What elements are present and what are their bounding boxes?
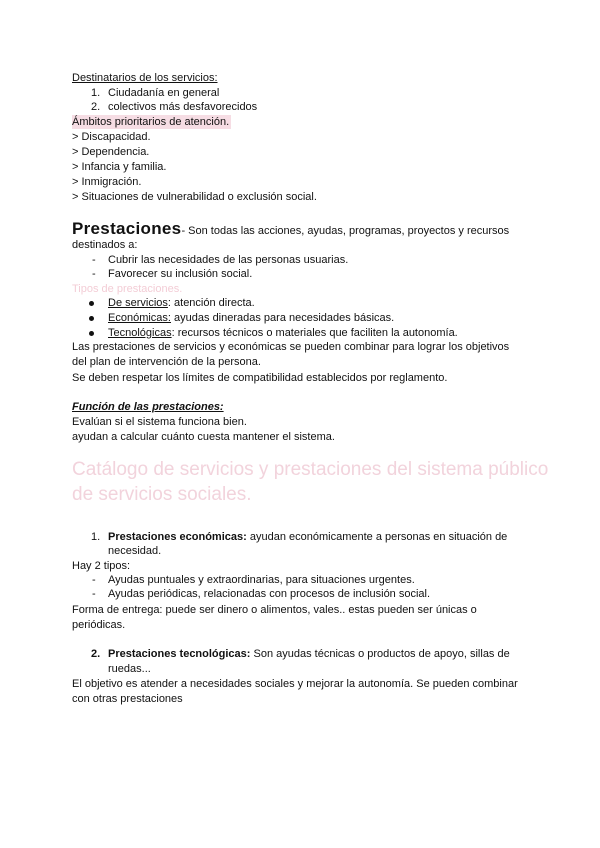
ambitos-title: Ámbitos prioritarios de atención. [72,116,230,128]
list-item: Favorecer su inclusión social. [108,268,253,280]
bullet-icon [89,301,94,306]
dash-marker: - [92,254,96,266]
paragraph: El objetivo es atender a necesidades sociales y mejorar la autonomía. Se pueden combinar [72,678,518,690]
paragraph: del plan de intervención de la persona. [72,356,261,368]
term: Prestaciones tecnológicas: [108,648,251,660]
definition: Son ayudas técnicas o productos de apoyo, sillas de [250,648,510,660]
paragraph: Evalúan si el sistema funciona bien. [72,416,247,428]
paragraph: ayudan a calcular cuánto cuesta mantener el sistema. [72,431,335,443]
list-item: > Discapacidad. [72,131,151,143]
list-number: 1. [91,87,101,99]
list-item [108,296,255,310]
term: De servicios [108,297,168,309]
prestaciones-heading-line [72,219,509,241]
list-item: Ciudadanía en general [108,87,220,99]
list-number: 2. [91,648,101,660]
list-item: > Infancia y familia. [72,161,167,173]
term: Tecnológicas [108,327,172,339]
paragraph: Hay 2 tipos: [72,560,131,572]
dash-marker: - [92,588,96,600]
list-item [108,326,458,340]
list-number: 2. [91,101,101,113]
list-item: Ayudas puntuales y extraordinarias, para situaciones urgentes. [108,574,415,586]
list-item: colectivos más desfavorecidos [108,101,258,113]
paragraph: con otras prestaciones [72,693,183,705]
dash-marker: - [92,268,96,280]
list-item [108,530,507,544]
tipos-title: Tipos de prestaciones. [72,283,183,295]
intro-text: - Son todas las acciones, ayudas, programas, proyectos y recursos [181,225,510,237]
list-item: > Dependencia. [72,146,150,158]
term: Prestaciones económicas: [108,531,247,543]
list-number: 1. [91,531,101,543]
catalog-heading: Catálogo de servicios y prestaciones del sistema público [72,459,549,480]
list-item: Ayudas periódicas, relacionadas con procesos de inclusión social. [108,588,431,600]
definition: ayudan económicamente a personas en situación de [246,531,508,543]
list-item: > Inmigración. [72,176,142,188]
paragraph: Se deben respetar los límites de compatibilidad establecidos por reglamento. [72,372,448,384]
list-item-cont: necesidad. [108,545,162,557]
list-item [108,311,394,325]
destinatarios-title: Destinatarios de los servicios: [72,72,218,84]
funcion-title: Función de las prestaciones: [72,401,224,413]
bullet-icon [89,316,94,321]
definition: : recursos técnicos o materiales que faciliten la autonomía. [171,327,458,339]
dash-marker: - [92,574,96,586]
list-item: Cubrir las necesidades de las personas usuarias. [108,254,349,266]
list-item-cont: ruedas... [108,663,151,675]
paragraph: Forma de entrega: puede ser dinero o alimentos, vales.. estas pueden ser únicas o [72,604,477,616]
term: Económicas: [108,312,171,324]
paragraph: Las prestaciones de servicios y económicas se pueden combinar para lograr los objetivos [72,341,510,353]
definition: : atención directa. [167,297,255,309]
list-item: > Situaciones de vulnerabilidad o exclusión social. [72,191,317,203]
paragraph: periódicas. [72,619,126,631]
definition: ayudas dineradas para necesidades básicas. [170,312,395,324]
list-item [108,647,510,661]
intro-text-2: destinados a: [72,239,138,251]
bullet-icon [89,331,94,336]
section-heading: Prestaciones [72,219,182,238]
catalog-heading-2: de servicios sociales. [72,484,252,505]
